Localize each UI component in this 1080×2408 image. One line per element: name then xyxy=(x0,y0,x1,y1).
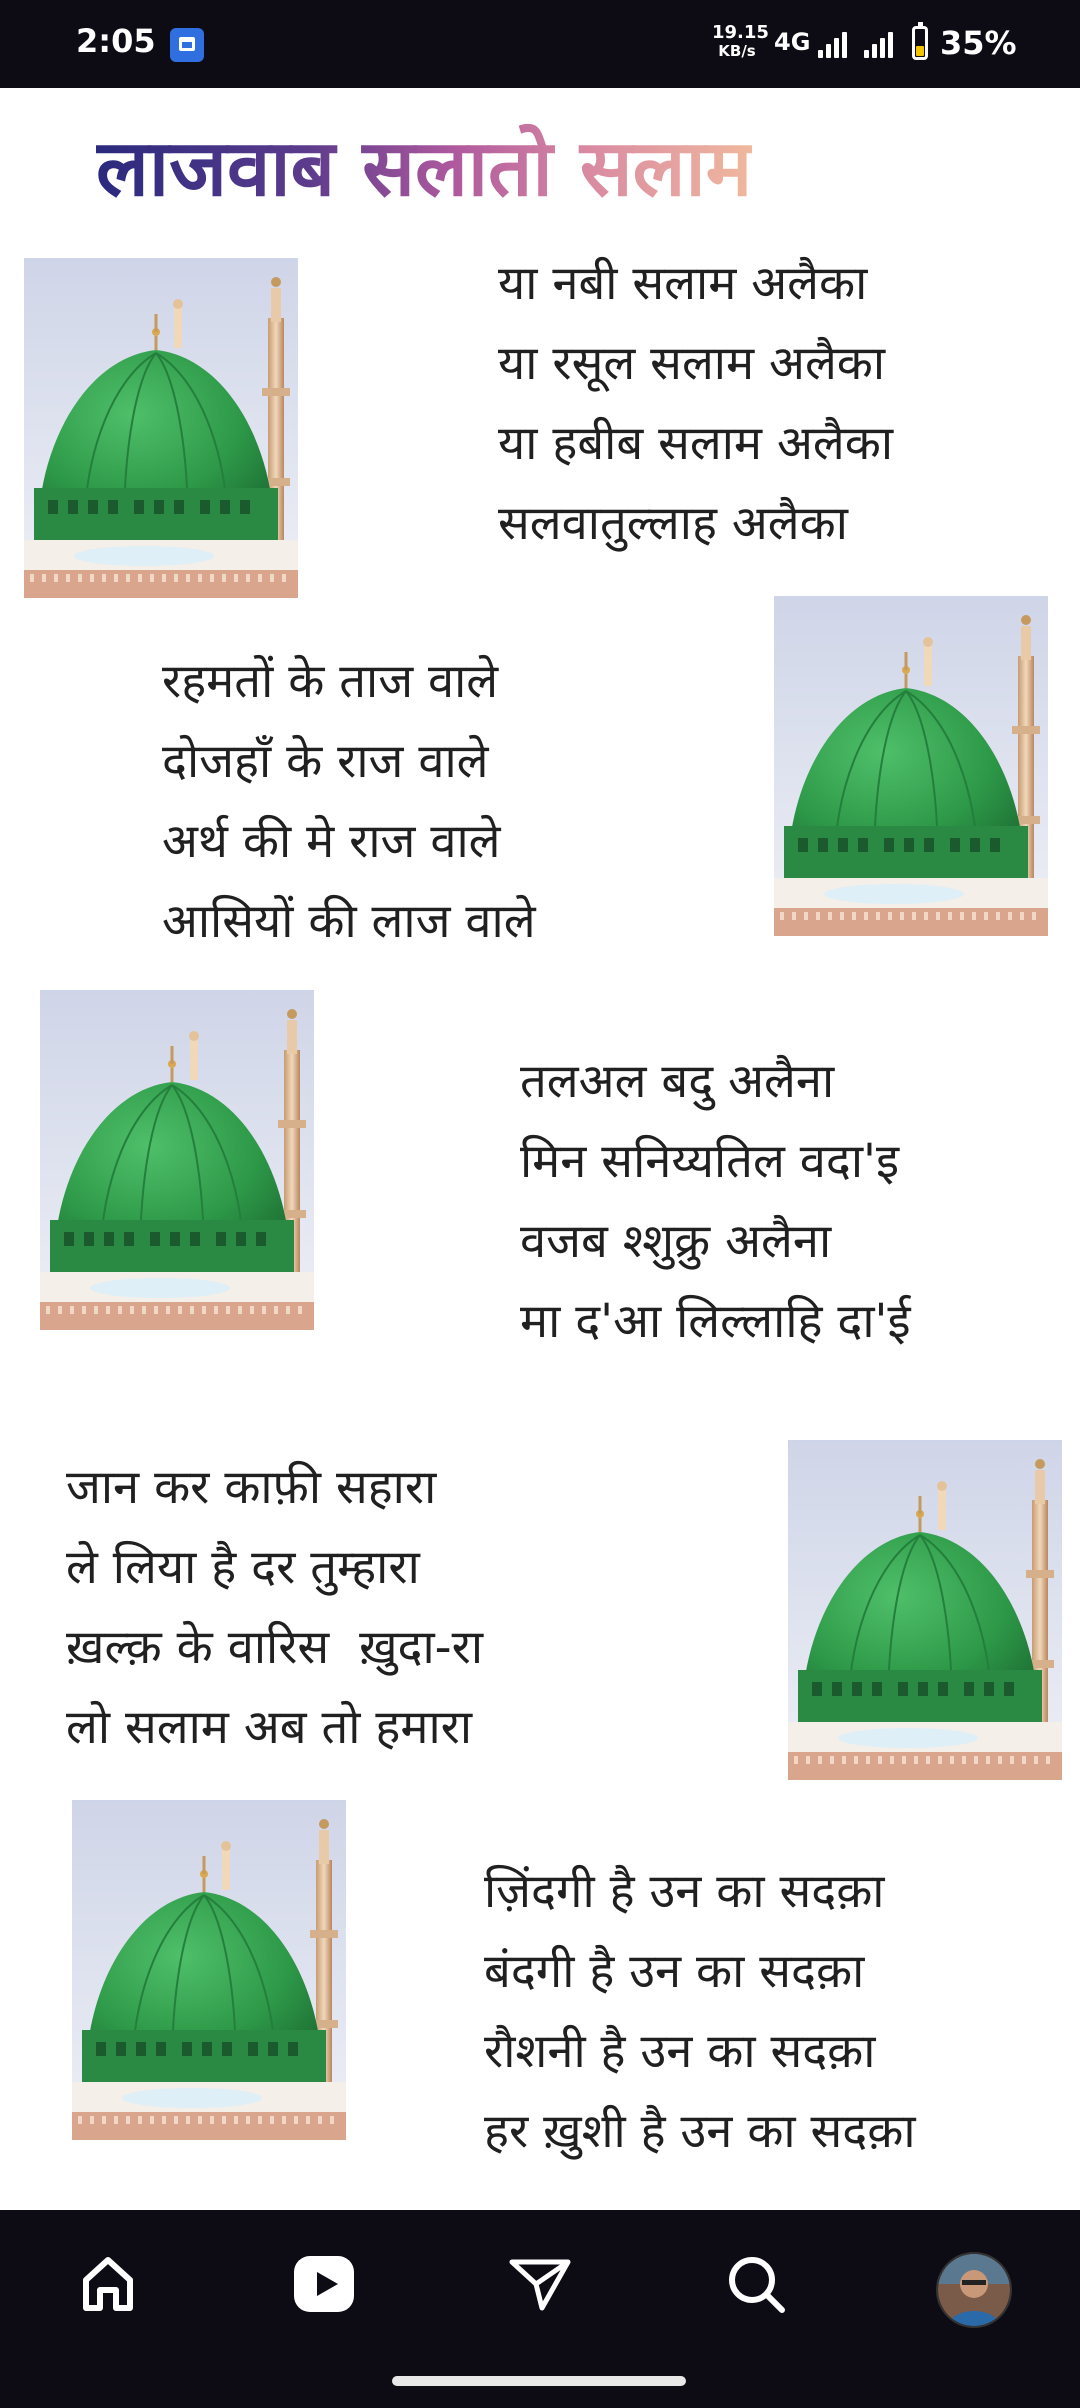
green-dome-image xyxy=(40,990,314,1330)
search-icon[interactable] xyxy=(720,2248,792,2320)
home-indicator[interactable] xyxy=(392,2376,686,2386)
verse-line: दोजहाँ के राज वाले xyxy=(162,734,489,789)
signal-icon-sim2 xyxy=(864,30,900,58)
verse-line: या नबी सलाम अलैका xyxy=(498,256,868,311)
battery-percent: 35% xyxy=(940,24,1017,62)
verse-line: ज़िंदगी है उन का सदक़ा xyxy=(484,1864,885,1919)
stanza-2 xyxy=(162,642,536,962)
post-title: लाजवाब सलातो सलाम xyxy=(96,112,752,218)
status-time: 2:05 xyxy=(76,22,156,60)
home-icon[interactable] xyxy=(72,2248,144,2320)
signal-icon xyxy=(818,30,854,58)
green-dome-image xyxy=(774,596,1048,936)
verse-line: रहमतों के ताज वाले xyxy=(162,654,499,709)
reels-icon[interactable] xyxy=(288,2248,360,2320)
send-icon[interactable] xyxy=(504,2248,576,2320)
verse-line: वजब श्शुक्रु अलैना xyxy=(520,1214,832,1269)
verse-line: लो सलाम अब तो हमारा xyxy=(66,1700,473,1755)
network-speed-unit: KB/s xyxy=(718,42,756,60)
verse-line: मा द'आ लिल्लाहि दा'ई xyxy=(520,1294,911,1349)
verse-line: या रसूल सलाम अलैका xyxy=(498,336,886,391)
verse-line: रौशनी है उन का सदक़ा xyxy=(484,2024,876,2079)
verse-line: जान कर काफ़ी सहारा xyxy=(66,1460,437,1515)
network-speed xyxy=(712,22,769,60)
verse-line: अर्थ की मे राज वाले xyxy=(162,814,501,869)
verse-line: ले लिया है दर तुम्हारा xyxy=(66,1540,420,1595)
verse-line: बंदगी है उन का सदक़ा xyxy=(484,1944,865,1999)
battery-icon xyxy=(912,26,928,60)
status-bar xyxy=(0,0,1080,88)
bottom-nav xyxy=(0,2210,1080,2408)
verse-line: आसियों की लाज वाले xyxy=(162,894,536,949)
stanza-3 xyxy=(520,1042,911,1362)
verse-line: या हबीब सलाम अलैका xyxy=(498,416,894,471)
profile-avatar[interactable] xyxy=(936,2252,1012,2328)
green-dome-image xyxy=(24,258,298,598)
green-dome-image xyxy=(788,1440,1062,1780)
stanza-1 xyxy=(498,244,893,564)
stanza-5 xyxy=(484,1852,916,2172)
network-type: 4G xyxy=(774,28,811,56)
network-speed-value: 19.15 xyxy=(712,22,769,43)
stanza-4 xyxy=(66,1448,483,1768)
verse-line: सलवातुल्लाह अलैका xyxy=(498,496,848,551)
verse-line: हर ख़ुशी है उन का सदक़ा xyxy=(484,2104,916,2159)
verse-line: ख़ल्क़ के वारिस ख़ुदा-रा xyxy=(66,1620,483,1675)
notification-app-icon xyxy=(170,28,204,62)
green-dome-image xyxy=(72,1800,346,2140)
verse-line: मिन सनिय्यतिल वदा'इ xyxy=(520,1134,900,1189)
verse-line: तलअल बदु अलैना xyxy=(520,1054,835,1109)
